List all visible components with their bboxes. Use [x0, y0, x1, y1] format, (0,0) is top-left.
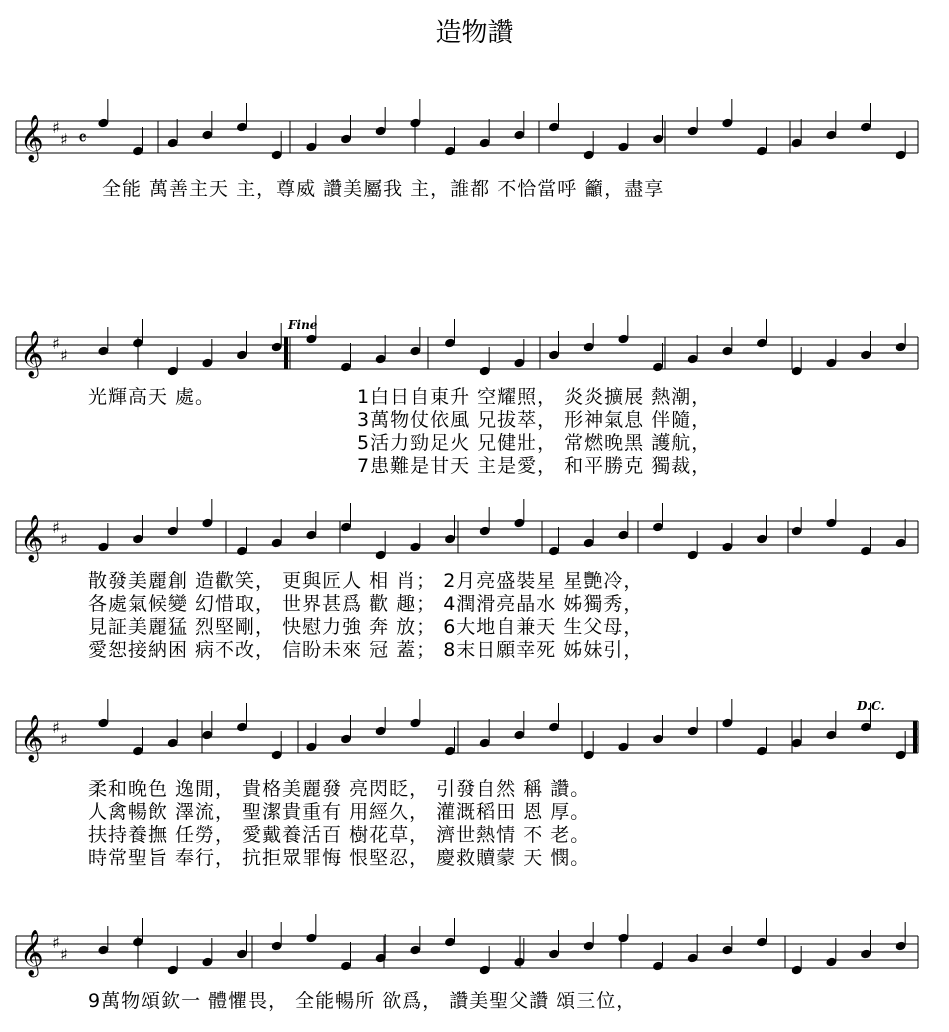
- lyrics-system-3-line-4: 愛恕接納困 病不改， 信盼未來 冠 蓋； 8末日願幸死 姊妹引，: [88, 639, 644, 661]
- lyrics-system-4-line-4: 時常聖旨 奉行， 抗拒眾罪悔 恨堅忍， 慶救贖蒙 天 憫。: [88, 847, 591, 869]
- lyrics-system-4-line-1: 柔和晚色 逸閒， 貴格美麗發 亮閃眨， 引發自然 稱 讚。: [88, 778, 591, 800]
- treble-clef-icon: 𝄞: [20, 930, 44, 976]
- lyrics-system-2-verse-5: 5活力勁足火 兄健壯， 常燃晚黑 護航，: [357, 432, 712, 454]
- lyrics-system-2-verse-7: 7患難是甘天 主是愛， 和平勝克 獨裁，: [357, 455, 712, 477]
- lyrics-system-2-verse-1: 1白日自東升 空耀照， 炎炎擴展 熱潮，: [357, 386, 712, 408]
- fine-marking: Fine: [288, 318, 318, 332]
- sharp-icon: ♯: [60, 945, 68, 964]
- sharp-icon: ♯: [60, 730, 68, 749]
- common-time-icon: 𝄴: [78, 126, 87, 150]
- treble-clef-icon: 𝄞: [20, 715, 44, 761]
- lyrics-system-1: 全能 萬善主天 主，尊威 讚美屬我 主，誰都 不恰當呼 籲，盡享: [102, 178, 665, 200]
- lyrics-system-3-line-3: 見証美麗猛 烈堅剛， 快慰力強 奔 放； 6大地自兼天 生父母，: [88, 616, 644, 638]
- lyrics-system-4-line-3: 扶持養撫 任勞， 愛戴養活百 樹花草， 濟世熱情 不 老。: [88, 824, 591, 846]
- sharp-icon: ♯: [52, 518, 60, 537]
- lyrics-system-3-line-1: 散發美麗創 造歡笑， 更與匠人 相 肖； 2月亮盛裝星 星艷冷，: [88, 570, 644, 592]
- lyrics-system-5-line-1: 9萬物頌欽一 體懼畏， 全能暢所 欲爲， 讚美聖父讚 頌三位，: [88, 990, 637, 1012]
- treble-clef-icon: 𝄞: [20, 515, 44, 561]
- lyrics-system-4-line-2: 人禽暢飲 澤流， 聖潔貴重有 用經久， 灌溉稻田 恩 厚。: [88, 801, 591, 823]
- lyrics-system-2-verse-3: 3萬物仗依風 兄拔萃， 形神氣息 伴隨，: [357, 409, 712, 431]
- dc-marking: D.C.: [857, 699, 885, 713]
- lyrics-system-2-intro: 光輝高天 處。: [88, 386, 216, 408]
- sharp-icon: ♯: [60, 530, 68, 549]
- sharp-icon: ♯: [52, 718, 60, 737]
- sharp-icon: ♯: [60, 130, 68, 149]
- sharp-icon: ♯: [60, 346, 68, 365]
- lyrics-system-3-line-2: 各處氣候變 幻惜取， 世界甚爲 歡 趣； 4潤滑亮晶水 姊獨秀，: [88, 593, 644, 615]
- sharp-icon: ♯: [52, 933, 60, 952]
- sharp-icon: ♯: [52, 118, 60, 137]
- treble-clef-icon: 𝄞: [20, 331, 44, 377]
- treble-clef-icon: 𝄞: [20, 115, 44, 161]
- sharp-icon: ♯: [52, 334, 60, 353]
- page-title: 造物讚: [435, 18, 514, 48]
